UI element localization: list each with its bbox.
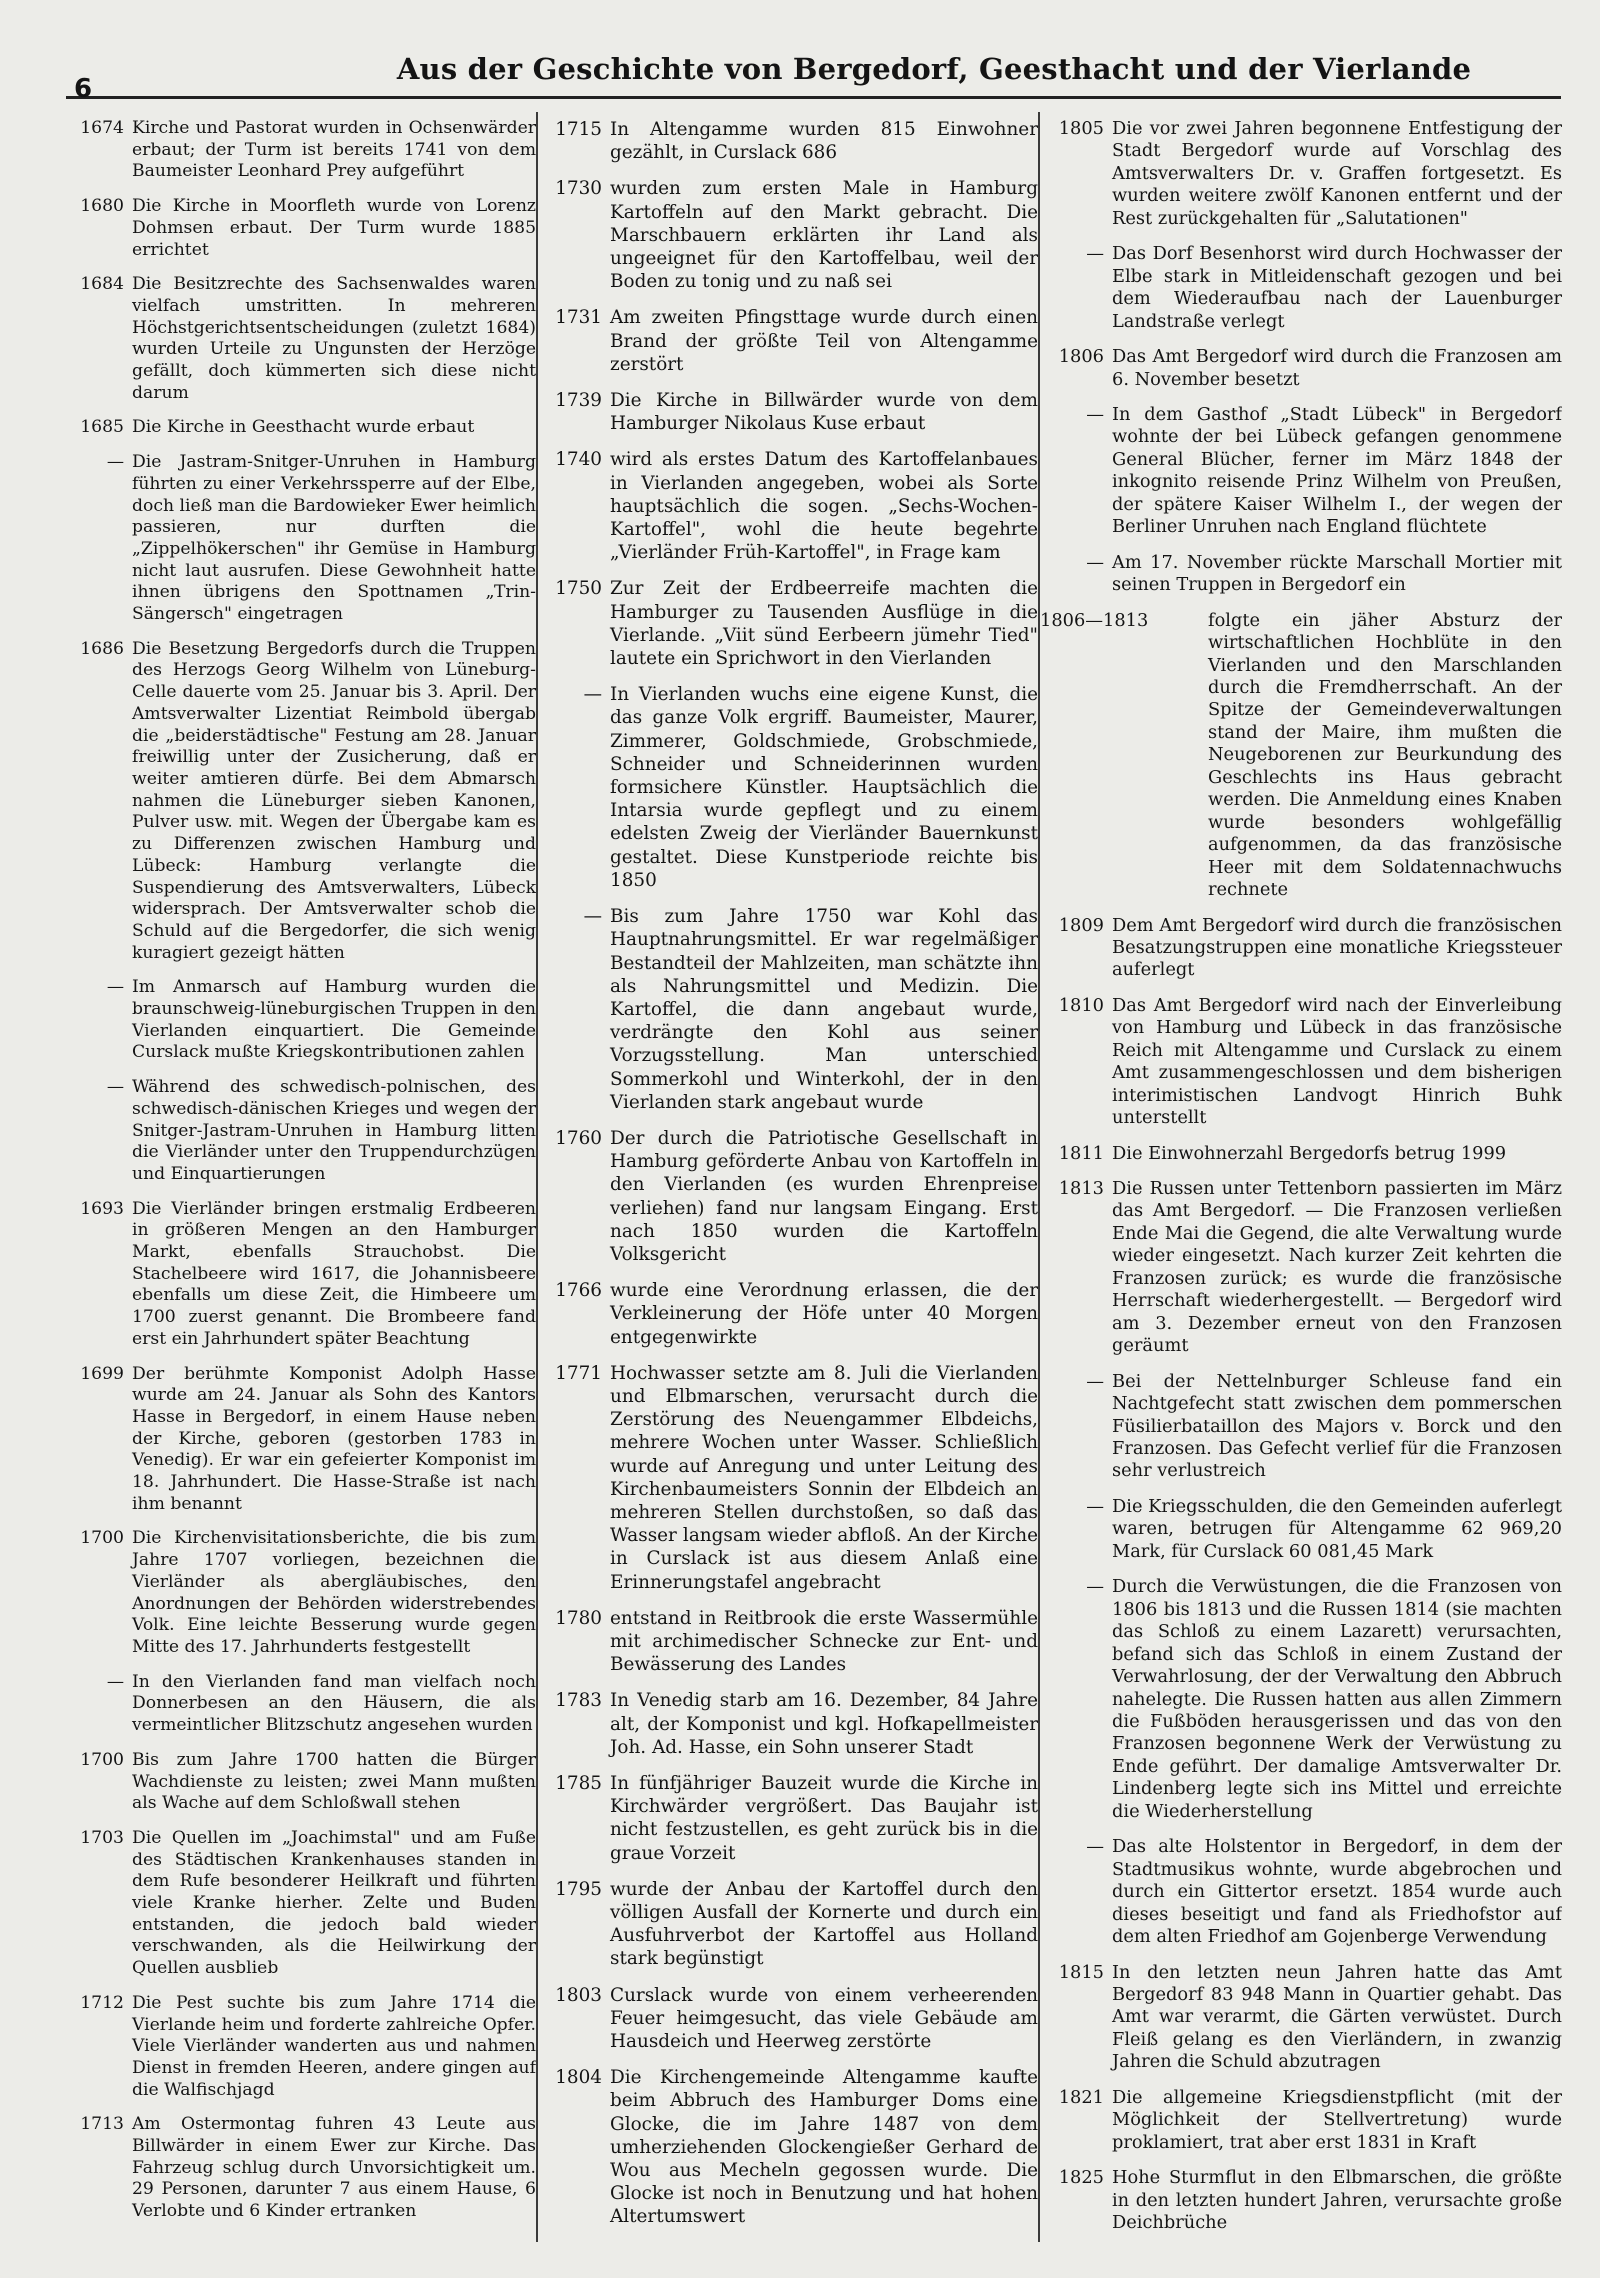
chronicle-entry — [538, 1607, 1038, 1677]
entry-text: wird als erstes Datum des Kartoffelanbaues in Vierlanden angegeben, wobei als Sorte hauptsächlich die sogen. „Sechs-Wochen-Kartoffel", wohl die heute begehrte „Vierländer Früh-Kartoffel", in Frage kam — [610, 449, 1038, 564]
entry-year: 1804 — [555, 2067, 602, 2089]
entry-text: In Vierlanden wuchs eine eigene Kunst, die das ganze Volk ergriff. Baumeister, Maurer, Zimmerer, Goldschmiede, Grobschmiede, Schneider und Schneiderinnen wurden formsichere Künstler. Hauptsächlich die Intarsia wurde gepflegt und zu einem edelsten Zweig der Vierländer Bauernkunst gestaltet. Diese Kunstperiode reichte bis 1850 — [610, 684, 1038, 891]
entry-text: Bis zum Jahre 1700 hatten die Bürger Wachdienste zu leisten; zwei Mann mußten als Wache auf dem Schloßwall stehen — [132, 1749, 536, 1814]
chronicle-entry — [538, 1984, 1038, 2054]
entry-text: entstand in Reitbrook die erste Wassermühle mit archimedischer Schnecke zur Ent- und Bewässerung des Landes — [610, 1607, 1038, 1676]
entry-year: 1806 — [1058, 346, 1104, 368]
chronicle-entry — [538, 1772, 1038, 1865]
chronicle-entry — [1040, 1962, 1562, 2074]
chronicle-entry — [1040, 552, 1562, 597]
entry-year: 1730 — [555, 178, 602, 200]
entry-year: 1739 — [555, 390, 602, 412]
entry-year: 1699 — [80, 1363, 124, 1384]
entry-year: 1806—1813 — [1040, 609, 1149, 631]
entry-year: — — [1086, 1495, 1104, 1517]
chronicle-entry — [1040, 1496, 1562, 1563]
entry-year: — — [106, 452, 124, 473]
entry-year: 1811 — [1058, 1142, 1104, 1164]
entry-text: Im Anmarsch auf Hamburg wurden die braunschweig-lüneburgischen Truppen in den Vierlanden einquartiert. Die Gemeinde Curslack mußte Kriegskontributionen zahlen — [132, 977, 536, 1063]
chronicle-entry — [1040, 346, 1562, 391]
entry-text: wurde der Anbau der Kartoffel durch den völligen Ausfall der Kornerte und durch ein Ausfuhrverbot der Kartoffel aus Holland stark begünstigt — [610, 1878, 1038, 1970]
chronicle-entry — [44, 1750, 536, 1815]
text-column-1 — [44, 118, 536, 2248]
entry-year: 1703 — [80, 1827, 124, 1848]
entry-text: Die Vierländer bringen erstmalig Erdbeeren in größeren Mengen an den Hamburger Markt, ebenfalls Strauchobst. Die Stachelbeere wird 1617, die Johannisbeere ebenfalls um diese Zeit, die Himbeere um 1700 zuerst genannt. Die Brombeere fand erst ein Jahrhundert später Beachtung — [132, 1198, 536, 1349]
chronicle-entry — [1040, 118, 1562, 230]
entry-text: wurden zum ersten Male in Hamburg Kartoffeln auf den Markt gebracht. Die Marschbauern erklärten ihr Land als ungeeignet für den Kartoffelbau, weil der Boden zu tonig und zu naß sei — [610, 178, 1038, 293]
entry-text: Die Besitzrechte des Sachsenwaldes waren vielfach umstritten. In mehreren Höchstgerichtsentscheidungen (zuletzt 1684) wurden Urteile zu Ungunsten der Herzöge gefällt, doch kümmerten sich diese nicht darum — [132, 274, 536, 403]
entry-text: In fünfjähriger Bauzeit wurde die Kirche in Kirchwärder vergrößert. Das Baujahr ist nicht festzustellen, es geht zurück bis in die graue Vorzeit — [610, 1773, 1038, 1864]
entry-year: — — [106, 977, 124, 998]
entry-text: Die Kirche in Billwärder wurde von dem Hamburger Nikolaus Kuse erbaut — [610, 390, 1038, 435]
entry-text: Die vor zwei Jahren begonnene Entfestigung der Stadt Bergedorf wurde auf Vorschlag des Amtsverwalters Dr. v. Graffen fortgesetzt. Es wurden weitere zwölf Kanonen entfernt und der Rest zurückgehalten für „Salutationen" — [1112, 118, 1562, 229]
entry-text: Die Kirchengemeinde Altengamme kaufte beim Abbruch des Hamburger Doms eine Glocke, die im Jahre 1487 von dem umherziehenden Glockengießer Gerhard de Wou aus Mecheln gegossen wurde. Die Glocke ist noch in Benutzung und hat hohen Altertumswert — [610, 2067, 1038, 2228]
chronicle-entry — [44, 977, 536, 1064]
entry-text: Die Kriegsschulden, die den Gemeinden auferlegt waren, betrugen für Altengamme 62 969,20 Mark, für Curslack 60 081,45 Mark — [1112, 1495, 1562, 1562]
chronicle-entry — [1040, 1143, 1562, 1165]
entry-year: 1674 — [80, 118, 124, 138]
chronicle-entry — [538, 683, 1038, 892]
entry-year: — — [106, 1671, 124, 1692]
chronicle-entry — [1040, 1371, 1562, 1483]
entry-text: Dem Amt Bergedorf wird durch die französischen Besatzungstruppen eine monatliche Kriegssteuer auferlegt — [1112, 914, 1562, 981]
chronicle-entry — [1040, 915, 1562, 982]
entry-year: 1685 — [80, 417, 124, 438]
chronicle-entry — [44, 1993, 536, 2102]
chronicle-entry — [44, 417, 536, 439]
entry-year: 1825 — [1058, 2167, 1104, 2189]
entry-year: 1686 — [80, 638, 124, 659]
entry-text: In den letzten neun Jahren hatte das Amt Bergedorf 83 948 Mann in Quartier gehabt. Das Amt war verarmt, die Gärten verwüstet. Durch Fleiß gelang es den Vierländern, in zwanzig Jahren die Schuld abzutragen — [1112, 1961, 1562, 2073]
entry-text: folgte ein jäher Absturz der wirtschaftlichen Hochblüte in den Vierlanden und den Marschlanden durch die Fremdherrschaft. An der Spitze der Gemeindeverwaltungen stand der Maire, ihm mußten die Neugeborenen zur Beurkundung des Geschlechts ins Haus gebracht werden. Die Anmeldung eines Knaben wurde besonders wohlgefällig aufgenommen, da das französische Heer mit dem Soldatennachwuchs rechnete — [1208, 609, 1562, 901]
entry-text: In dem Gasthof „Stadt Lübeck" in Bergedorf wohnte der bei Lübeck gefangen genommene General Blücher, ferner im März 1848 der inkognito reisende Prinz Wilhelm von Preußen, der spätere Kaiser Wilhelm I., der wegen der Berliner Unruhen nach England flüchtete — [1112, 403, 1562, 538]
chronicle-entry — [44, 639, 536, 965]
entry-text: Die Russen unter Tettenborn passierten im März das Amt Bergedorf. — Die Franzosen verließen Ende Mai die Gegend, die alte Verwaltung wurde wieder eingesetzt. Nach kurzer Zeit kehrten die Franzosen zurück; es wurde die französische Herrschaft wiederhergestellt. — Bergedorf wird am 3. Dezember erneut von den Franzosen geräumt — [1112, 1178, 1562, 1357]
text-column-3 — [1040, 118, 1562, 2248]
entry-text: Durch die Verwüstungen, die die Franzosen von 1806 bis 1813 und die Russen 1814 (sie machten das Schloß zu einem Lazarett) verursachten, befand sich das Schloß in einem Zustand der Verwahrlosung, der der Verwaltung den Abbruch nahelegte. Die Russen hatten aus allen Zimmern die Fußböden herausgerissen und das von den Franzosen begonnene Werk der Verwüstung zu Ende geführt. Der damalige Amtsverwalter Dr. Lindenberg legte sich ins Mittel und erreichte die Wiederherstellung — [1112, 1576, 1562, 1822]
entry-text: Hohe Sturmflut in den Elbmarschen, die größte in den letzten hundert Jahren, verursachte große Deichbrüche — [1112, 2167, 1562, 2234]
entry-text: Die allgemeine Kriegsdienstpflicht (mit der Möglichkeit der Stellvertretung) wurde proklamiert, trat aber erst 1831 in Kraft — [1112, 2086, 1562, 2153]
entry-text: Der berühmte Komponist Adolph Hasse wurde am 24. Januar als Sohn des Kantors Hasse in Bergedorf, in einem Hause neben der Kirche, geboren (gestorben 1783 in Venedig). Er war ein gefeierter Komponist im 18. Jahrhundert. Die Hasse-Straße ist nach ihm benannt — [132, 1363, 536, 1514]
entry-year: 1750 — [555, 578, 602, 600]
chronicle-entry — [538, 389, 1038, 435]
entry-text: Die Einwohnerzahl Bergedorfs betrug 1999 — [1112, 1142, 1507, 1164]
entry-text: Am 17. November rückte Marschall Mortier mit seinen Truppen in Bergedorf ein — [1112, 551, 1562, 596]
chronicle-entry — [44, 1364, 536, 1516]
entry-text: Die Jastram-Snitger-Unruhen in Hamburg führten zu einer Verkehrssperre auf der Elbe, doch ließ man die Bardowieker Ewer heimlich passieren, nur durften die „Zippelhökerschen" ihr Gemüse in Hamburg nicht laut ausrufen. Diese Gewohnheit hatte ihnen übrigens den Spottnamen „Trin-Sängersch" eingetragen — [132, 452, 536, 625]
chronicle-entry — [44, 118, 536, 183]
chronicle-entry — [44, 2114, 536, 2223]
entry-year: 1803 — [555, 1984, 602, 2006]
entry-text: Während des schwedisch-polnischen, des schwedisch-dänischen Krieges und wegen der Snitger-Jastram-Unruhen in Hamburg litten die Vierländer unter den Truppendurchzügen und Einquartierungen — [132, 1077, 536, 1184]
entry-text: In Altengamme wurden 815 Einwohner gezählt, in Curslack 686 — [610, 119, 1038, 164]
entry-year: 1713 — [80, 2114, 124, 2135]
entry-year: — — [583, 906, 602, 928]
entry-text: Die Kirche in Geesthacht wurde erbaut — [132, 417, 475, 438]
chronicle-entry — [538, 448, 1038, 564]
entry-year: 1693 — [80, 1198, 124, 1219]
chronicle-entry — [538, 577, 1038, 670]
chronicle-entry — [538, 1127, 1038, 1266]
entry-text: wurde eine Verordnung erlassen, die der Verkleinerung der Höfe unter 40 Morgen entgegenwirkte — [610, 1280, 1038, 1348]
entry-text: Am zweiten Pfingsttage wurde durch einen Brand der größte Teil von Altengamme zerstört — [610, 307, 1038, 375]
page-number: 6 — [74, 74, 93, 104]
entry-year: — — [1086, 243, 1104, 265]
chronicle-entry — [44, 1672, 536, 1737]
entry-text: Kirche und Pastorat wurden in Ochsenwärder erbaut; der Turm ist bereits 1741 von dem Baumeister Leonhard Prey aufgeführt — [132, 118, 536, 182]
entry-text: Das Dorf Besenhorst wird durch Hochwasser der Elbe stark in Mitleidenschaft gezogen und bei dem Wiederaufbau nach der Lauenburger Landstraße verlegt — [1112, 243, 1562, 332]
entry-year: — — [1086, 1370, 1104, 1392]
entry-text: Die Quellen im „Joachimstal" und am Fuße des Städtischen Krankenhauses standen in dem Rufe besonderer Heilkraft und führten viele Kranke hierher. Zelte und Buden entstanden, die jedoch bald wieder verschwanden, als die Heilwirkung der Quellen ausblieb — [132, 1827, 536, 1979]
entry-year: 1821 — [1058, 2086, 1104, 2108]
entry-text: Das Amt Bergedorf wird durch die Franzosen am 6. November besetzt — [1112, 346, 1562, 390]
entry-year: 1715 — [555, 119, 602, 140]
entry-text: In Venedig starb am 16. Dezember, 84 Jahre alt, der Komponist und kgl. Hofkapellmeister Joh. Ad. Hasse, ein Sohn unserer Stadt — [610, 1690, 1038, 1758]
chronicle-entry — [44, 1199, 536, 1351]
entry-year: — — [583, 684, 602, 706]
chronicle-entry — [1040, 2167, 1562, 2234]
entry-text: Das Amt Bergedorf wird nach der Einverleibung von Hamburg und Lübeck in das französische Reich mit Altengamme und Curslack zu einem Amt zusammengeschlossen und dem bisherigen interimistischen Landvogt Hinrich Buhk unterstellt — [1112, 994, 1562, 1129]
entry-year: 1740 — [555, 449, 602, 471]
chronicle-entry — [1040, 1836, 1562, 1948]
entry-year: 1731 — [555, 307, 602, 329]
entry-year: 1813 — [1058, 1178, 1104, 1200]
entry-text: In den Vierlanden fand man vielfach noch Donnerbesen an den Häusern, die als vermeintlicher Blitzschutz angesehen wurden — [132, 1671, 536, 1736]
chronicle-entry — [1040, 243, 1562, 333]
entry-year: — — [1086, 1836, 1104, 1858]
chronicle-entry — [1040, 404, 1562, 539]
entry-year: 1684 — [80, 274, 124, 295]
chronicle-entry — [538, 1689, 1038, 1759]
entry-year: 1785 — [555, 1773, 602, 1794]
entry-text: Bis zum Jahre 1750 war Kohl das Hauptnahrungsmittel. Er war regelmäßiger Bestandteil der Mahlzeiten, man schätzte ihn als Nahrungsmittel und Medizin. Die Kartoffel, die dann angebaut wurde, verdrängte den Kohl aus seiner Vorzugsstellung. Man unterschied Sommerkohl und Winterkohl, der in den Vierlanden stark angebaut wurde — [610, 906, 1038, 1113]
entry-text: Die Besetzung Bergedorfs durch die Truppen des Herzogs Georg Wilhelm von Lüneburg-Celle dauerte vom 25. Januar bis 3. April. Der Amtsverwalter Lizentiat Reimbold übergab die „beiderstädtische" Festung am 28. Januar freiwillig unter der Zusicherung, daß er weiter amtieren dürfe. Bei dem Abmarsch nahmen die Lüneburger sieben Kanonen, Pulver usw. mit. Wegen der Übergabe kam es zu Differenzen zwischen Hamburg und Lübeck: Hamburg verlangte die Suspendierung des Amtsverwalters, Lübeck widersprach. Der Amtsverwalter schob die Schuld auf die Bergedorfer, die sich wenig kuragiert gezeigt hätten — [132, 638, 536, 963]
entry-text: Das alte Holstentor in Bergedorf, in dem der Stadtmusikus wohnte, wurde abgebrochen und durch ein Gittertor ersetzt. 1854 wurde auch dieses beseitigt und fand als Friedhofstor auf dem alten Friedhof am Gojenberge Verwendung — [1112, 1836, 1562, 1948]
entry-text: Zur Zeit der Erdbeerreife machten die Hamburger zu Tausenden Ausflüge in die Vierlande. „Viit sünd Eerbeern jümehr Tied" lautete ein Sprichwort in den Vierlanden — [610, 578, 1038, 670]
entry-year: 1680 — [80, 196, 124, 217]
chronicle-entry — [44, 196, 536, 261]
entry-year: 1760 — [555, 1127, 602, 1149]
page-title: Aus der Geschichte von Bergedorf, Geesthacht und der Vierlande — [396, 52, 1472, 86]
entry-year: 1780 — [555, 1607, 602, 1629]
entry-year: 1815 — [1058, 1961, 1104, 1983]
entry-text: Die Pest suchte bis zum Jahre 1714 die Vierlande heim und forderte zahlreiche Opfer. Viele Vierländer wanderten aus und nahmen Dienst in fremden Heeren, andere gingen auf die Walfischjagd — [132, 1992, 536, 2100]
entry-text: Am Ostermontag fuhren 43 Leute aus Billwärder in einem Ewer zur Kirche. Das Fahrzeug schlug durch Unvorsichtigkeit um. 29 Personen, darunter 7 aus einem Hause, 6 Verlobte und 6 Kinder ertranken — [132, 2114, 536, 2222]
chronicle-entry — [538, 905, 1038, 1114]
entry-year: 1712 — [80, 1992, 124, 2013]
entry-year: 1795 — [555, 1878, 602, 1900]
chronicle-entry — [1040, 1576, 1562, 1823]
page-header — [66, 52, 1561, 104]
entry-text: Der durch die Patriotische Gesellschaft in Hamburg geförderte Anbau von Kartoffeln in den Vierlanden (es wurden Ehrenpreise verliehen) fand nur langsam Eingang. Erst nach 1850 wurden die Kartoffeln Volksgericht — [610, 1127, 1038, 1265]
entry-year: — — [1086, 551, 1104, 573]
entry-year: 1700 — [80, 1749, 124, 1770]
chronicle-entry — [44, 452, 536, 626]
chronicle-entry — [44, 274, 536, 404]
entry-year: 1805 — [1058, 118, 1104, 139]
chronicle-entry — [538, 2066, 1038, 2228]
entry-year: — — [1086, 1576, 1104, 1598]
entry-year: 1783 — [555, 1690, 602, 1712]
chronicle-entry — [1040, 610, 1562, 902]
chronicle-entry — [538, 1878, 1038, 1971]
entry-year: — — [106, 1077, 124, 1098]
chronicle-entry — [44, 1077, 536, 1186]
entry-text: Hochwasser setzte am 8. Juli die Vierlanden und Elbmarschen, verursacht durch die Zerstörung des Neuengammer Elbdeichs, mehrere Wochen unter Wasser. Schließlich wurde auf Anregung und unter Leitung des Kirchenbaumeisters Sonnin der Elbdeich an mehreren Stellen durchstoßen, so daß das Wasser langsam wieder abfloß. An der Kirche in Curslack ist aus diesem Anlaß eine Erinnerungstafel angebracht — [610, 1362, 1038, 1593]
chronicle-entry — [44, 1528, 536, 1658]
chronicle-entry — [538, 1362, 1038, 1594]
chronicle-entry — [1040, 2087, 1562, 2154]
entry-text: Bei der Nettelnburger Schleuse fand ein Nachtgefecht statt zwischen dem pommerschen Füsilierbataillon des Majors v. Borck und den Franzosen. Das Gefecht verlief für die Franzosen sehr verlustreich — [1112, 1370, 1562, 1482]
entry-year: — — [1086, 403, 1104, 425]
chronicle-entry — [1040, 1178, 1562, 1358]
entry-year: 1809 — [1058, 914, 1104, 936]
entry-year: 1810 — [1058, 994, 1104, 1016]
entry-year: 1700 — [80, 1528, 124, 1549]
entry-text: Die Kirchenvisitationsberichte, die bis zum Jahre 1707 vorliegen, bezeichnen die Vierländer als abergläubisches, den Anordnungen der Behörden widerstrebendes Volk. Eine leichte Besserung wurde gegen Mitte des 17. Jahrhunderts festgestellt — [132, 1528, 536, 1657]
chronicle-entry — [538, 1279, 1038, 1349]
entry-year: 1766 — [555, 1280, 602, 1302]
chronicle-entry — [44, 1828, 536, 1980]
entry-year: 1771 — [555, 1362, 602, 1384]
chronicle-entry — [538, 118, 1038, 164]
entry-text: Die Kirche in Moorfleth wurde von Lorenz Dohmsen erbaut. Der Turm wurde 1885 errichtet — [132, 196, 536, 260]
chronicle-entry — [538, 306, 1038, 376]
text-column-2 — [538, 118, 1038, 2248]
chronicle-entry — [538, 177, 1038, 293]
chronicle-entry — [1040, 995, 1562, 1130]
entry-text: Curslack wurde von einem verheerenden Feuer heimgesucht, das viele Gebäude am Hausdeich und Heerweg zerstörte — [610, 1984, 1038, 2053]
